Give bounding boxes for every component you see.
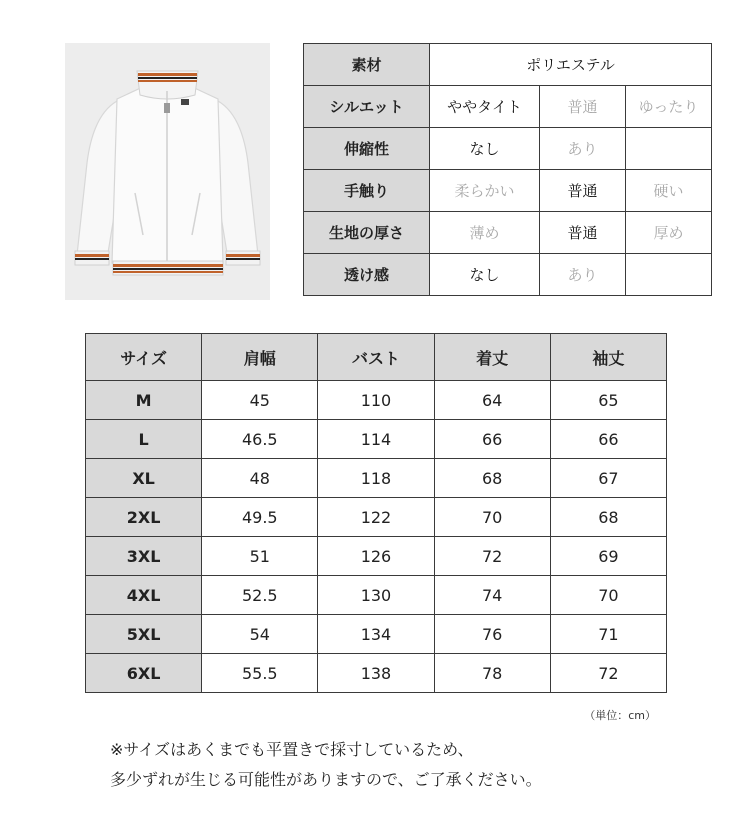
attr-option: なし xyxy=(430,254,540,296)
attr-option: 普通 xyxy=(540,212,626,254)
size-header-cell: 袖丈 xyxy=(550,334,666,381)
size-label-cell: XL xyxy=(86,459,202,498)
attr-label: 生地の厚さ xyxy=(304,212,430,254)
attr-option: あり xyxy=(540,254,626,296)
attr-option: ややタイト xyxy=(430,86,540,128)
attr-row-sheerness xyxy=(304,254,712,296)
size-value-cell: 110 xyxy=(318,381,434,420)
attr-option: なし xyxy=(430,128,540,170)
size-table-body xyxy=(86,381,667,693)
size-header-row xyxy=(86,334,667,381)
attr-row-thickness xyxy=(304,212,712,254)
unit-label: （単位：cm） xyxy=(584,709,656,722)
white-bomber-jacket-icon xyxy=(65,43,270,300)
attr-row-stretch xyxy=(304,128,712,170)
size-row xyxy=(86,576,667,615)
size-row xyxy=(86,459,667,498)
size-value-cell: 49.5 xyxy=(202,498,318,537)
size-row xyxy=(86,498,667,537)
size-value-cell: 76 xyxy=(434,615,550,654)
size-row xyxy=(86,654,667,693)
size-row xyxy=(86,381,667,420)
attr-option: あり xyxy=(540,128,626,170)
size-value-cell: 67 xyxy=(550,459,666,498)
size-label-cell: 6XL xyxy=(86,654,202,693)
size-value-cell: 54 xyxy=(202,615,318,654)
size-value-cell: 134 xyxy=(318,615,434,654)
size-value-cell: 66 xyxy=(434,420,550,459)
attr-option: 普通 xyxy=(540,170,626,212)
size-label-cell: 5XL xyxy=(86,615,202,654)
attr-option: ゆったり xyxy=(626,86,712,128)
size-value-cell: 114 xyxy=(318,420,434,459)
size-label-cell: M xyxy=(86,381,202,420)
size-label-cell: 4XL xyxy=(86,576,202,615)
size-value-cell: 72 xyxy=(550,654,666,693)
size-row xyxy=(86,537,667,576)
attr-option: 薄め xyxy=(430,212,540,254)
size-value-cell: 51 xyxy=(202,537,318,576)
attr-row-texture xyxy=(304,170,712,212)
size-header-cell: 肩幅 xyxy=(202,334,318,381)
size-value-cell: 55.5 xyxy=(202,654,318,693)
size-value-cell: 68 xyxy=(550,498,666,537)
attr-label: 透け感 xyxy=(304,254,430,296)
size-value-cell: 68 xyxy=(434,459,550,498)
size-label-cell: 3XL xyxy=(86,537,202,576)
attr-option-empty xyxy=(626,254,712,296)
attr-label: 伸縮性 xyxy=(304,128,430,170)
size-value-cell: 71 xyxy=(550,615,666,654)
size-value-cell: 46.5 xyxy=(202,420,318,459)
attr-value: ポリエステル xyxy=(430,44,712,86)
attr-option: 普通 xyxy=(540,86,626,128)
size-value-cell: 130 xyxy=(318,576,434,615)
size-chart-table xyxy=(85,333,667,693)
attr-label: シルエット xyxy=(304,86,430,128)
sizing-note xyxy=(110,735,730,795)
attr-option-empty xyxy=(626,128,712,170)
size-value-cell: 48 xyxy=(202,459,318,498)
size-value-cell: 70 xyxy=(434,498,550,537)
size-value-cell: 72 xyxy=(434,537,550,576)
size-value-cell: 45 xyxy=(202,381,318,420)
size-label-cell: L xyxy=(86,420,202,459)
size-value-cell: 138 xyxy=(318,654,434,693)
sizing-note-line: 多少ずれが生じる可能性がありますので、ご了承ください。 xyxy=(110,770,542,789)
attr-label: 素材 xyxy=(304,44,430,86)
attr-row-material xyxy=(304,44,712,86)
attr-option: 硬い xyxy=(626,170,712,212)
size-value-cell: 78 xyxy=(434,654,550,693)
size-value-cell: 66 xyxy=(550,420,666,459)
product-photo xyxy=(65,43,270,300)
size-value-cell: 74 xyxy=(434,576,550,615)
size-row xyxy=(86,420,667,459)
attr-row-silhouette xyxy=(304,86,712,128)
size-value-cell: 64 xyxy=(434,381,550,420)
size-value-cell: 70 xyxy=(550,576,666,615)
size-label-cell: 2XL xyxy=(86,498,202,537)
size-value-cell: 126 xyxy=(318,537,434,576)
fabric-attributes-table xyxy=(303,43,712,296)
size-header-cell: 着丈 xyxy=(434,334,550,381)
size-header-cell: サイズ xyxy=(86,334,202,381)
size-value-cell: 52.5 xyxy=(202,576,318,615)
attr-label: 手触り xyxy=(304,170,430,212)
size-row xyxy=(86,615,667,654)
attr-option: 柔らかい xyxy=(430,170,540,212)
attr-option: 厚め xyxy=(626,212,712,254)
size-value-cell: 65 xyxy=(550,381,666,420)
size-value-cell: 69 xyxy=(550,537,666,576)
size-value-cell: 118 xyxy=(318,459,434,498)
size-value-cell: 122 xyxy=(318,498,434,537)
size-header-cell: バスト xyxy=(318,334,434,381)
sizing-note-line: ※サイズはあくまでも平置きで採寸しているため、 xyxy=(110,740,474,759)
